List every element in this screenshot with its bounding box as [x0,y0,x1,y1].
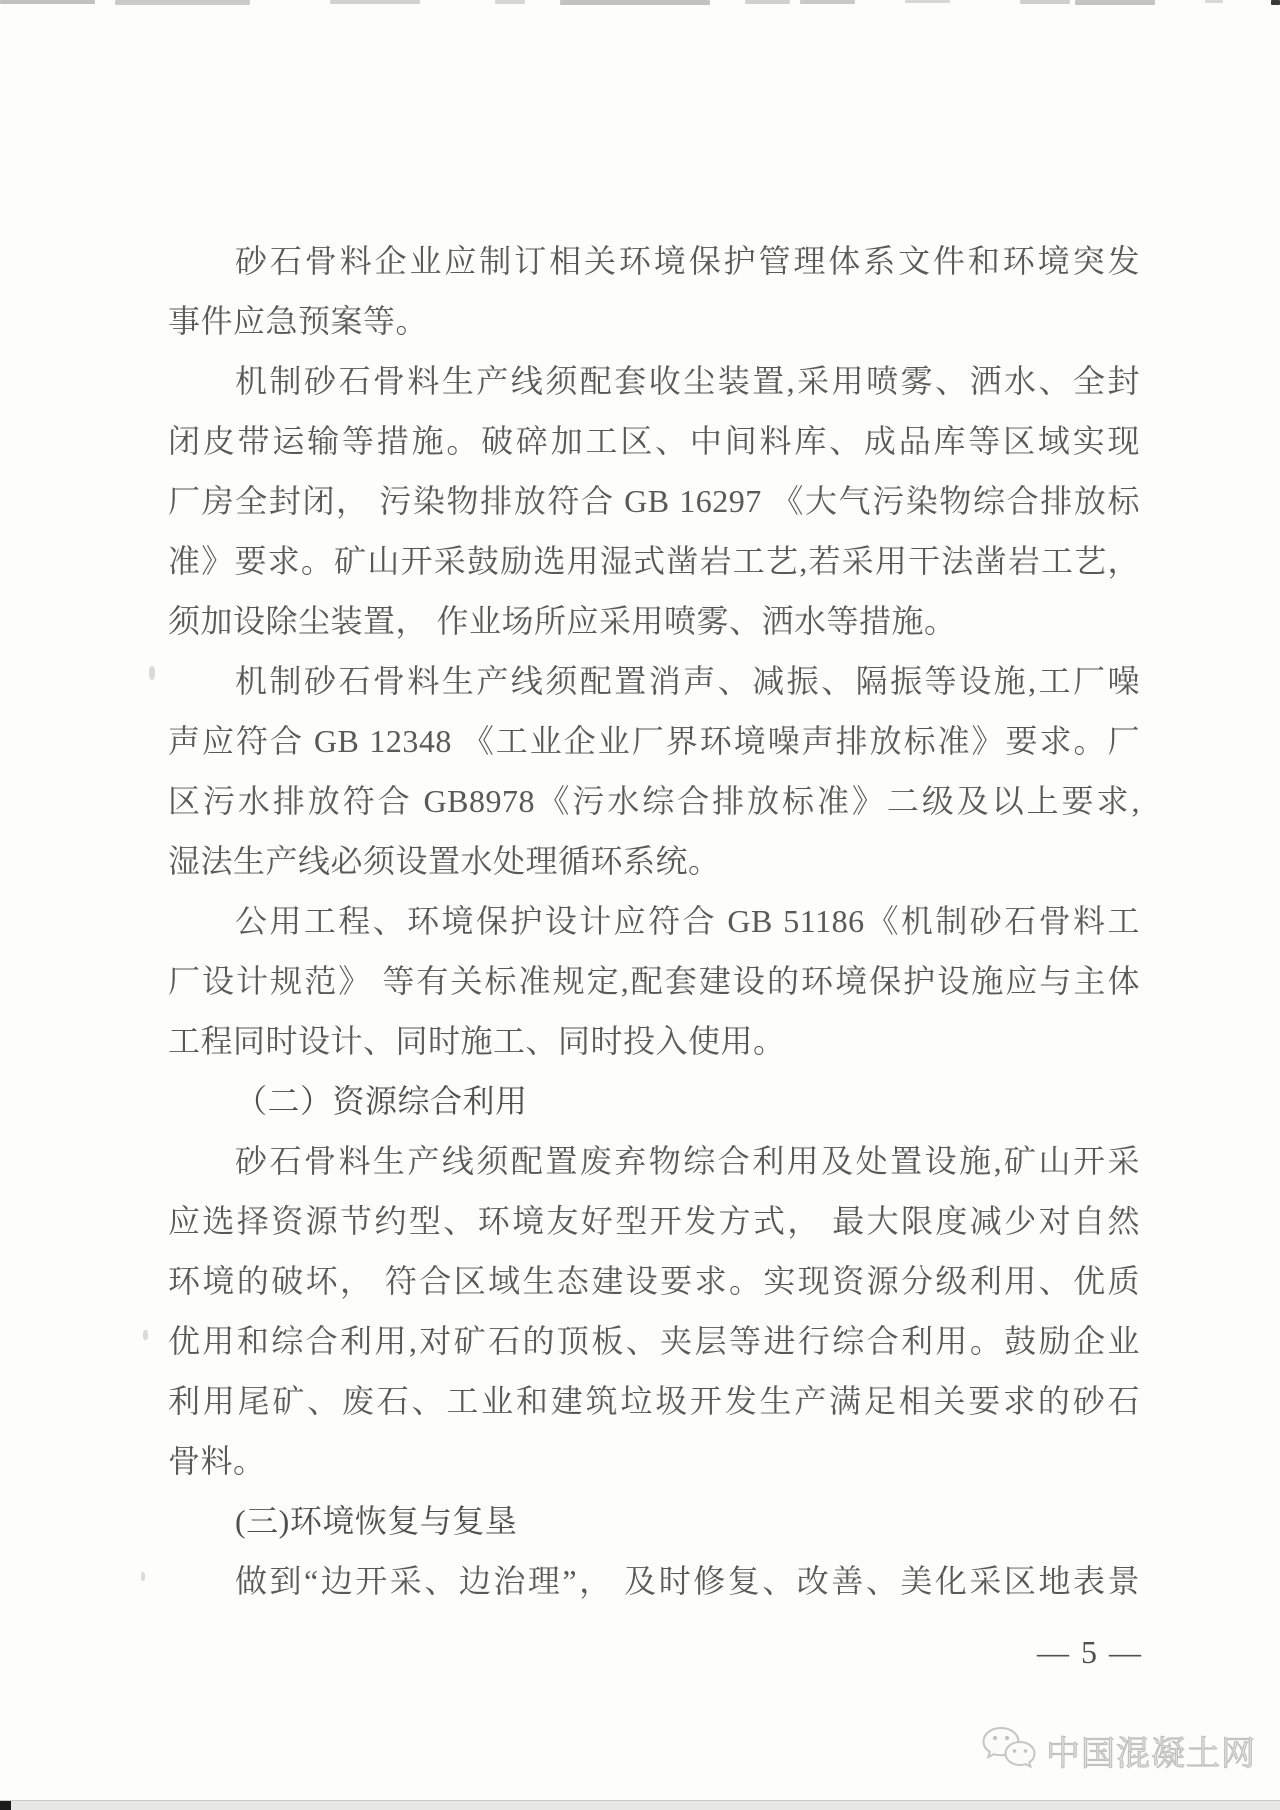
text-line: 闭皮带运输等措施。破碎加工区、中间料库、成品库等区域实现 [168,423,1140,459]
text-line: 湿法生产线必须设置水处理循环系统。 [168,843,721,879]
text-line: 机制砂石骨料生产线须配置消声、减振、隔振等设施,工厂噪 [235,663,1140,699]
scan-speck [149,666,155,680]
scan-smudge [115,0,250,5]
text-line: 公用工程、环境保护设计应符合 GB 51186《机制砂石骨料工 [235,903,1140,939]
scan-speck [141,1572,145,1581]
scan-corner-mark [1271,0,1280,5]
watermark-text: 中国混凝土网 [1046,1735,1256,1773]
scan-corner-block [0,1801,11,1810]
text-line: 做到“边开采、边治理”， 及时修复、改善、美化采区地表景 [235,1563,1140,1599]
text-line: 须加设除尘装置， 作业场所应采用喷雾、洒水等措施。 [168,603,957,639]
text-line: 砂石骨料企业应制订相关环境保护管理体系文件和环境突发 [235,243,1140,279]
wechat-icon [980,1724,1038,1776]
scan-speck [143,1330,148,1340]
scan-smudge [1205,0,1223,3]
scan-smudge [0,0,95,4]
scan-smudge [330,0,420,4]
text-line: 区污水排放符合 GB8978《污水综合排放标准》二级及以上要求, [168,783,1140,819]
section-heading: （二）资源综合利用 [235,1083,528,1119]
watermark [980,1724,1256,1776]
scan-smudge [1075,0,1155,5]
scan-smudge [905,0,950,3]
text-lines [168,231,1140,1611]
scan-smudge [1020,0,1070,4]
text-line: 工程同时设计、同时施工、同时投入使用。 [168,1023,786,1059]
text-line: 优用和综合利用,对矿石的顶板、夹层等进行综合利用。鼓励企业 [168,1323,1140,1359]
text-line: 准》要求。矿山开采鼓励选用湿式凿岩工艺,若采用干法凿岩工艺， [168,543,1140,579]
text-line: 环境的破坏， 符合区域生态建设要求。实现资源分级利用、优质 [168,1263,1140,1299]
scanner-edge [0,1800,1280,1810]
text-line: 骨料。 [168,1443,266,1479]
text-line: 应选择资源节约型、环境友好型开发方式， 最大限度减少对自然 [168,1203,1140,1239]
page-number: — 5 — [1037,1634,1143,1670]
text-line: 砂石骨料生产线须配置废弃物综合利用及处置设施,矿山开采 [235,1143,1140,1179]
scan-smudge [560,0,710,5]
text-line: 厂房全封闭， 污染物排放符合 GB 16297 《大气污染物综合排放标 [168,483,1140,519]
text-line: 机制砂石骨料生产线须配套收尘装置,采用喷雾、洒水、全封 [235,363,1140,399]
scan-smudge [745,0,790,4]
text-line: 利用尾矿、废石、工业和建筑垃圾开发生产满足相关要求的砂石 [168,1383,1140,1419]
scan-smudge [495,0,525,4]
scan-smudge [800,0,855,4]
section-heading: (三)环境恢复与复垦 [235,1503,518,1539]
text-line: 声应符合 GB 12348 《工业企业厂界环境噪声排放标准》要求。厂 [168,723,1140,759]
text-line: 事件应急预案等。 [168,303,429,339]
text-line: 厂设计规范》 等有关标准规定,配套建设的环境保护设施应与主体 [168,963,1140,999]
